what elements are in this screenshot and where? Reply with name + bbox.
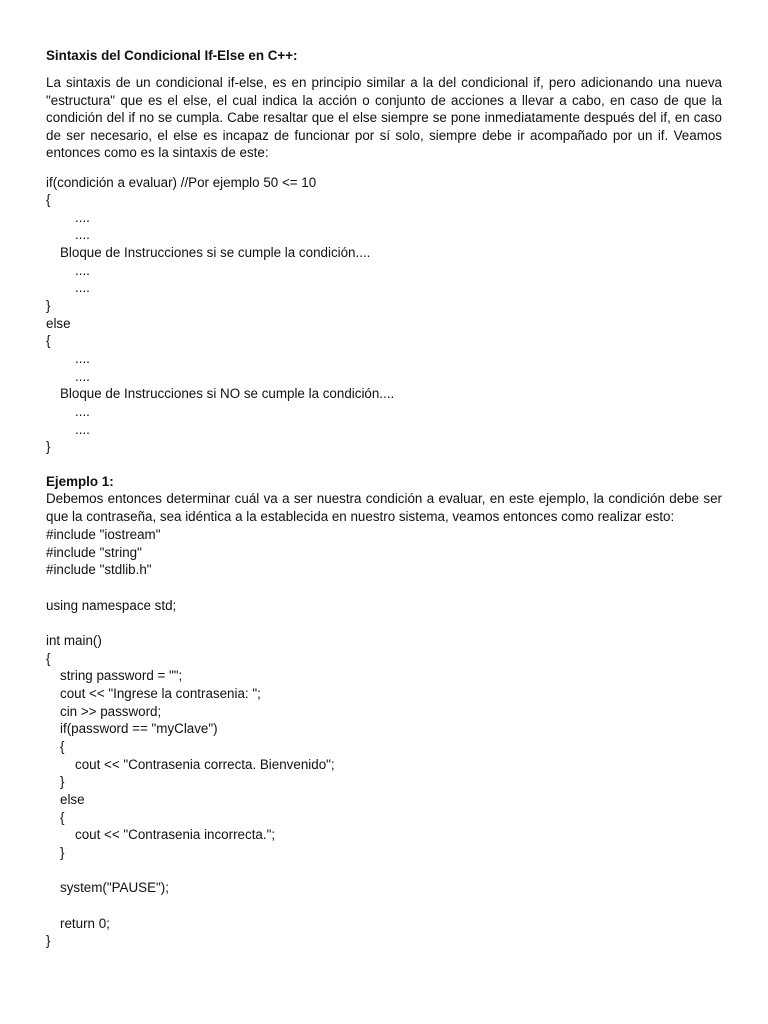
code-line: { <box>60 810 65 825</box>
syntax-line: if(condición a evaluar) //Por ejemplo 50 <= 10 <box>46 175 317 190</box>
syntax-line: .... <box>75 351 90 366</box>
syntax-line: .... <box>75 280 90 295</box>
code-line: #include "stdlib.h" <box>46 562 152 577</box>
syntax-line: Bloque de Instrucciones si NO se cumple la condición.... <box>60 386 395 401</box>
syntax-line: .... <box>75 404 90 419</box>
intro-paragraph: La sintaxis de un condicional if-else, es en principio similar a la del condicional if, pero adicionando una nueva "estructura" que es el else, el cual indica la acción o conjunto de acciones a llevar a cabo, en caso de que la condición del if no se cumpla. Cabe resaltar que el else siempre se pone inmediatamente después del if, en caso de ser necesario, el else es incapaz de funcionar por sí solo, siempre debe ir acompañado por un if. Veamos entonces como es la sintaxis de este: <box>46 75 722 161</box>
example-heading: Ejemplo 1: <box>46 474 114 489</box>
syntax-line: } <box>46 298 51 313</box>
syntax-line: .... <box>75 227 90 242</box>
syntax-line: } <box>46 439 51 454</box>
syntax-line: .... <box>75 422 90 437</box>
code-line: else <box>60 792 85 807</box>
code-line: cin >> password; <box>60 704 162 719</box>
code-line: return 0; <box>60 916 110 931</box>
code-line: system("PAUSE"); <box>60 880 169 895</box>
section-heading: Sintaxis del Condicional If-Else en C++: <box>46 48 298 63</box>
code-line: #include "iostream" <box>46 527 161 542</box>
code-line: cout << "Contrasenia incorrecta."; <box>75 827 276 842</box>
code-line: int main() <box>46 633 102 648</box>
syntax-line: { <box>46 333 51 348</box>
code-line: #include "string" <box>46 545 142 560</box>
code-line: } <box>60 845 65 860</box>
syntax-line: else <box>46 316 71 331</box>
code-line: { <box>60 739 65 754</box>
syntax-line: { <box>46 192 51 207</box>
code-line: } <box>60 774 65 789</box>
code-line: cout << "Ingrese la contrasenia: "; <box>60 686 261 701</box>
code-line: string password = ""; <box>60 668 183 683</box>
syntax-line: .... <box>75 369 90 384</box>
code-line: if(password == "myClave") <box>60 721 218 736</box>
code-line: using namespace std; <box>46 598 177 613</box>
code-line: } <box>46 933 51 948</box>
example-intro-paragraph: Debemos entonces determinar cuál va a ser nuestra condición a evaluar, en este ejemplo, la condición debe ser que la contraseña, sea idéntica a la establecida en nuestro sistema, veamos entonces como realizar esto: <box>46 491 722 524</box>
code-line: { <box>46 651 51 666</box>
syntax-line: .... <box>75 263 90 278</box>
code-line: cout << "Contrasenia correcta. Bienvenido"; <box>75 757 335 772</box>
syntax-line: .... <box>75 210 90 225</box>
syntax-line: Bloque de Instrucciones si se cumple la condición.... <box>60 245 371 260</box>
